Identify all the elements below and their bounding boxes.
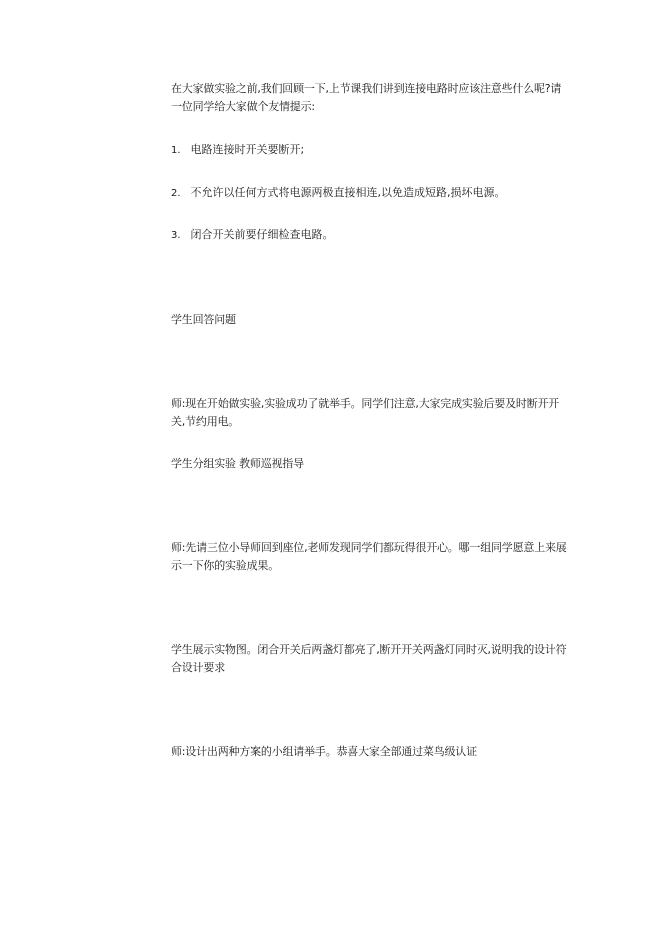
list-text: 不允许以任何方式将电源两极直接相连,以免造成短路,损坏电源。 [190, 186, 506, 199]
teacher-show-paragraph: 师:先请三位小导师回到座位,老师发现同学们都玩得很开心。哪一组同学愿意上来展示一下你的实验成果。 [171, 541, 567, 572]
list-number: 2. [171, 188, 181, 199]
teacher-start-paragraph: 师:现在开始做实验,实验成功了就举手。同学们注意,大家完成实验后要及时断开开关,节约用电。 [171, 397, 560, 428]
list-item [171, 141, 571, 160]
student-answer-paragraph: 学生回答问题 [171, 313, 236, 326]
list-item [171, 184, 571, 203]
list-text: 电路连接时开关要断开; [190, 143, 305, 156]
student-show-paragraph: 学生展示实物图。闭合开关后两盏灯都亮了,断开开关两盏灯同时灭,说明我的设计符合设计要求 [171, 643, 567, 674]
list-number: 1. [171, 145, 181, 156]
list-number: 3. [171, 230, 181, 241]
intro-paragraph: 在大家做实验之前,我们回顾一下,上节课我们讲到连接电路时应该注意些什么呢?请一位同学给大家做个友情提示: [171, 82, 562, 113]
group-experiment-paragraph: 学生分组实验 教师巡视指导 [171, 457, 304, 470]
list-item [171, 226, 571, 245]
list-text: 闭合开关前要仔细检查电路。 [190, 228, 334, 241]
teacher-design-paragraph: 师:设计出两种方案的小组请举手。恭喜大家全部通过菜鸟级认证 [171, 745, 477, 758]
